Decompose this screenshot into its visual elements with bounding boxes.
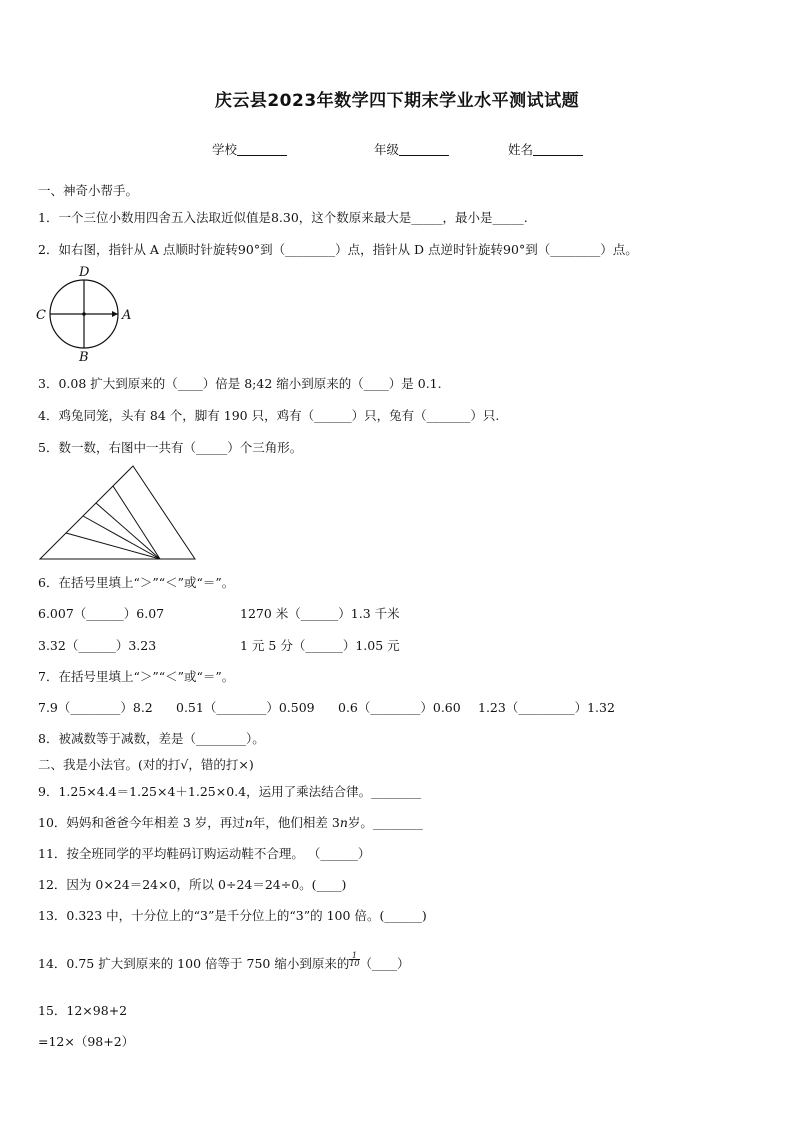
triangle-count-figure [38,464,198,564]
section-one-heading: 一、神奇小帮手。 [38,183,139,198]
question-15-line-1: 15．12×98+2 [38,1003,128,1018]
name-blank[interactable] [533,143,583,156]
q10-var-n2: n [339,815,348,830]
q6-item-1: 6.007（______）6.07 [38,606,165,621]
section-two-heading: 二、我是小法官。(对的打√，错的打×) [38,757,254,772]
label-d: D [79,265,90,280]
question-1: 1．一个三位小数用四舍五入法取近似值是8.30，这个数原来最大是_____，最小是_____. [38,210,528,225]
question-5: 5．数一数，右图中一共有（_____）个三角形。 [38,440,303,455]
school-blank[interactable] [237,143,287,156]
q10-part-a: 10．妈妈和爸爸今年相差 3 岁，再过 [38,815,245,830]
q7-item-2: 0.51（________）0.509 [176,700,315,715]
q7-item-3: 0.6（________）0.60 [338,700,461,715]
name-label: 姓名 [508,142,534,157]
page-title: 庆云县2023年数学四下期末学业水平测试试题 [214,91,580,111]
q7-item-4: 1.23（_________）1.32 [478,700,615,715]
question-12: 12．因为 0×24＝24×0，所以 0÷24＝24÷0。(____) [38,877,347,892]
q10-part-c: 岁。________ [347,815,423,830]
q14-part-a: 14．0.75 扩大到原来的 100 倍等于 750 缩小到原来的 [38,956,350,971]
question-10 [38,813,423,831]
question-7: 7．在括号里填上“＞”“＜”或“＝”。 [38,669,235,684]
q14-part-b: （____） [359,956,410,971]
q6-item-4: 1 元 5 分（______）1.05 元 [240,638,400,653]
q6-item-2: 1270 米（______）1.3 千米 [240,606,400,621]
grade-label: 年级 [374,142,400,157]
fraction-denominator: 10 [349,959,360,968]
school-label: 学校 [212,142,238,157]
label-a: A [122,308,132,323]
grade-blank[interactable] [399,143,449,156]
question-13: 13．0.323 中，十分位上的“3”是千分位上的“3”的 100 倍。(______) [38,908,427,923]
grade-field [374,140,449,158]
question-6: 6．在括号里填上“＞”“＜”或“＝”。 [38,575,235,590]
q10-part-b: 年，他们相差 3 [252,815,340,830]
q6-item-3: 3.32（______）3.23 [38,638,157,653]
question-15-line-2: =12×（98+2） [38,1034,135,1049]
question-9: 9．1.25×4.4＝1.25×4＋1.25×0.4，运用了乘法结合律。________ [38,784,422,799]
question-4: 4．鸡兔同笼，头有 84 个，脚有 190 只，鸡有（______）只，兔有（_______）只. [38,408,500,423]
label-b: B [79,350,89,365]
question-11: 11．按全班同学的平均鞋码订购运动鞋不合理。 （______） [38,846,371,861]
question-8: 8．被减数等于减数，差是（________）。 [38,731,265,746]
q7-item-1: 7.9（________）8.2 [38,700,153,715]
question-2: 2．如右图，指针从 A 点顺时针旋转90°到（________）点，指针从 D 点逆时针旋转90°到（________）点。 [38,242,638,257]
school-field [212,140,287,158]
clock-circle-figure [32,264,142,364]
name-field [508,140,583,158]
fraction-numerator: 1 [351,951,357,960]
label-c: C [36,308,46,323]
question-14 [38,952,410,972]
q10-var-n: n [244,815,253,830]
fraction-one-tenth [349,952,359,967]
question-3: 3．0.08 扩大到原来的（____）倍是 8;42 缩小到原来的（____）是 0.1. [38,376,442,391]
